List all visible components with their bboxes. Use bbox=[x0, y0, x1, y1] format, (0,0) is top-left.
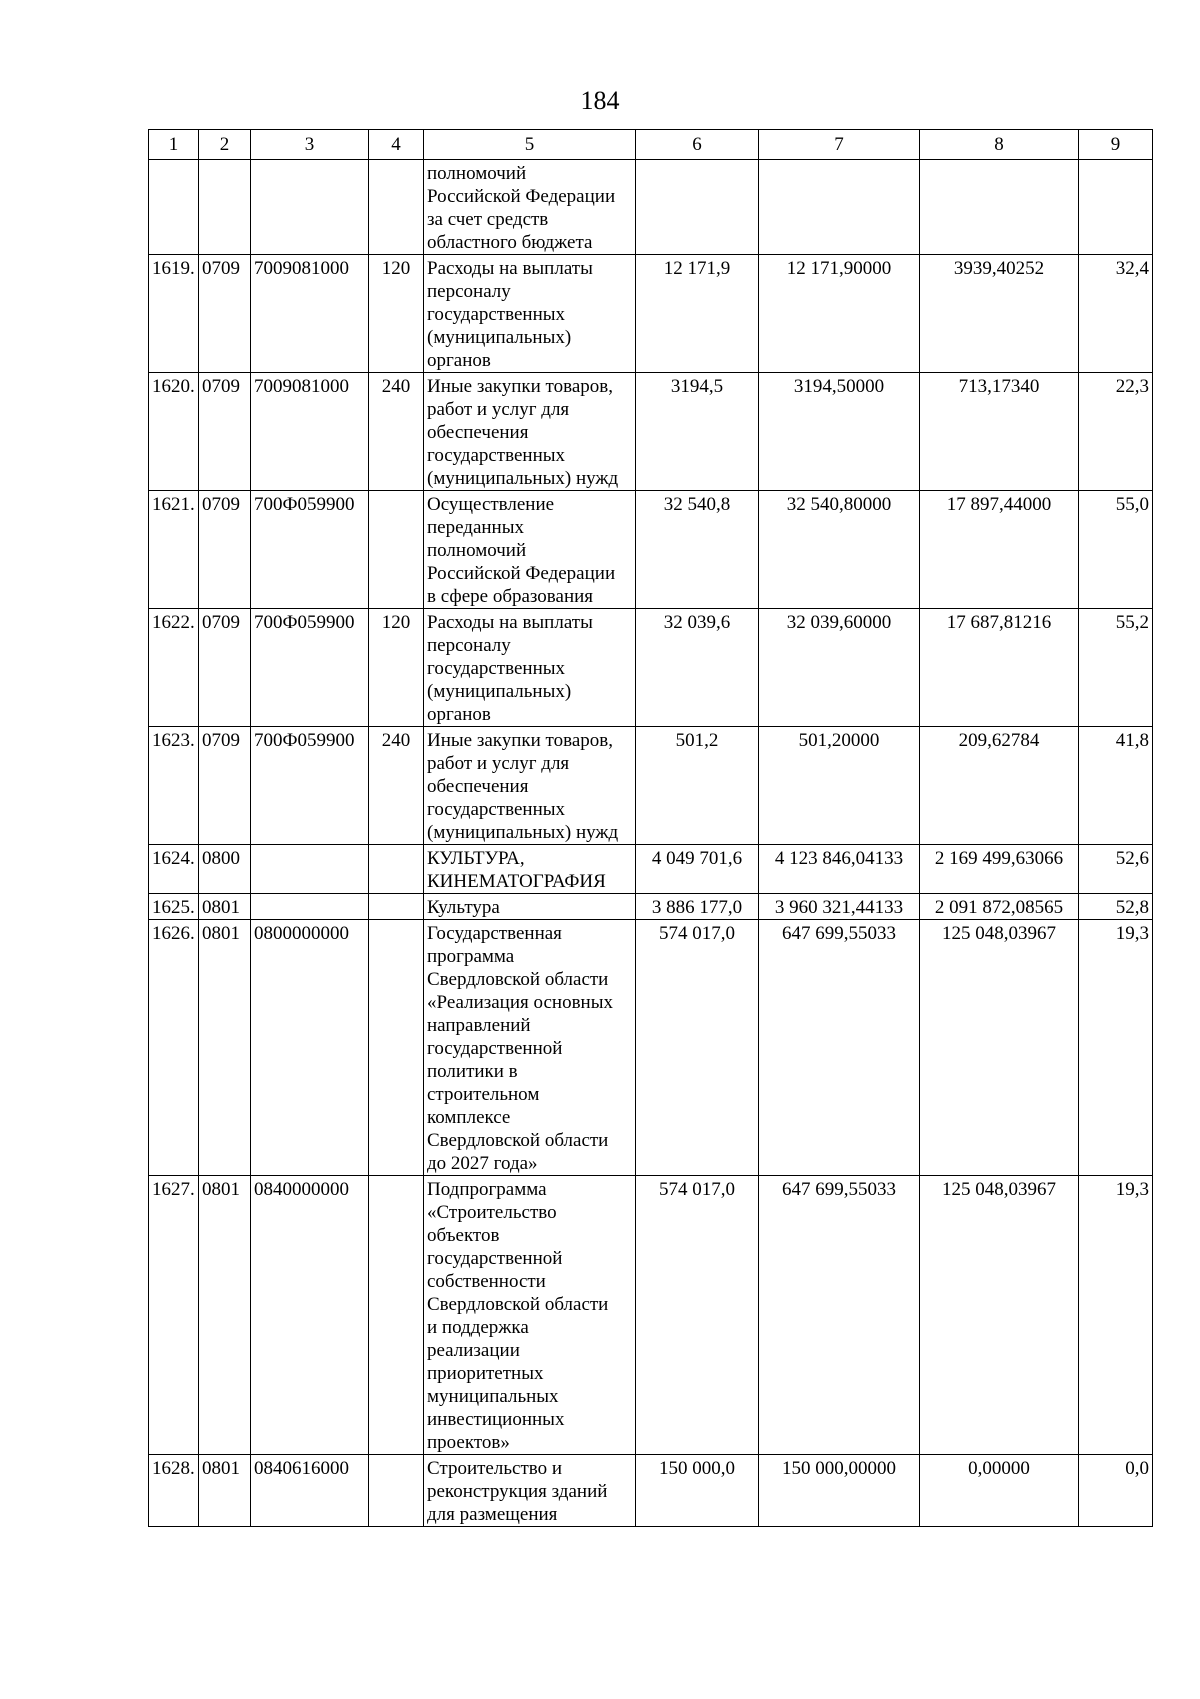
expense-type-code-text: 240 bbox=[381, 730, 411, 751]
section-code bbox=[199, 255, 251, 373]
target-article-code-text: 700Ф059900 bbox=[254, 494, 355, 515]
item-name bbox=[424, 1455, 636, 1527]
section-code bbox=[199, 1455, 251, 1527]
budget-allocation bbox=[759, 845, 920, 894]
item-name bbox=[424, 845, 636, 894]
expense-type-code bbox=[369, 373, 424, 491]
executed-amount-text: 2 169 499,63066 bbox=[934, 848, 1064, 869]
expense-type-code-text: 120 bbox=[381, 258, 411, 279]
executed-amount-text: 2 091 872,08565 bbox=[934, 897, 1064, 918]
executed-amount-text: 125 048,03967 bbox=[942, 1179, 1056, 1200]
target-article-code bbox=[251, 491, 369, 609]
executed-amount bbox=[920, 727, 1079, 845]
execution-percent-text: 41,8 bbox=[1115, 730, 1149, 751]
item-name bbox=[424, 609, 636, 727]
budget-allocation bbox=[759, 609, 920, 727]
execution-percent-text: 55,0 bbox=[1115, 494, 1149, 515]
target-article-code bbox=[251, 160, 369, 255]
executed-amount bbox=[920, 920, 1079, 1176]
column-header: 4 bbox=[369, 130, 424, 160]
budget-allocation-text: 3194,50000 bbox=[793, 376, 885, 397]
item-name-text: Расходы на выплаты персоналу государственных (муниципальных) органов bbox=[427, 258, 593, 371]
item-name-text: КУЛЬТУРА, КИНЕМАТОГРАФИЯ bbox=[427, 848, 606, 892]
table-body bbox=[149, 160, 1153, 1527]
item-name bbox=[424, 373, 636, 491]
execution-percent bbox=[1079, 255, 1153, 373]
approved-amount bbox=[636, 160, 759, 255]
approved-amount-text: 32 540,8 bbox=[663, 494, 731, 515]
section-code bbox=[199, 920, 251, 1176]
row-number-text: 1624. bbox=[152, 848, 195, 869]
execution-percent-text: 19,3 bbox=[1115, 1179, 1149, 1200]
execution-percent bbox=[1079, 894, 1153, 920]
budget-allocation-text: 150 000,00000 bbox=[782, 1458, 896, 1479]
expense-type-code bbox=[369, 845, 424, 894]
executed-amount-text: 17 897,44000 bbox=[946, 494, 1052, 515]
execution-percent bbox=[1079, 920, 1153, 1176]
row-number bbox=[149, 1176, 199, 1455]
row-number-text: 1626. bbox=[152, 923, 195, 944]
execution-percent-text: 19,3 bbox=[1115, 923, 1149, 944]
execution-percent bbox=[1079, 727, 1153, 845]
budget-allocation-text: 647 699,55033 bbox=[782, 923, 896, 944]
budget-allocation-text: 32 540,80000 bbox=[786, 494, 892, 515]
approved-amount bbox=[636, 373, 759, 491]
budget-allocation-text: 3 960 321,44133 bbox=[774, 897, 904, 918]
approved-amount-text: 32 039,6 bbox=[663, 612, 731, 633]
executed-amount-text: 125 048,03967 bbox=[942, 923, 1056, 944]
row-number-text: 1623. bbox=[152, 730, 195, 751]
section-code-text: 0709 bbox=[202, 612, 240, 633]
section-code-text: 0801 bbox=[202, 1458, 240, 1479]
budget-allocation bbox=[759, 1455, 920, 1527]
execution-percent bbox=[1079, 491, 1153, 609]
execution-percent bbox=[1079, 1455, 1153, 1527]
section-code bbox=[199, 491, 251, 609]
approved-amount bbox=[636, 894, 759, 920]
column-header: 9 bbox=[1079, 130, 1153, 160]
approved-amount-text: 12 171,9 bbox=[663, 258, 731, 279]
target-article-code-text: 0800000000 bbox=[254, 923, 349, 944]
target-article-code bbox=[251, 609, 369, 727]
budget-allocation-text: 32 039,60000 bbox=[786, 612, 892, 633]
expense-type-code bbox=[369, 609, 424, 727]
table-row bbox=[149, 373, 1153, 491]
table-row bbox=[149, 255, 1153, 373]
column-header: 6 bbox=[636, 130, 759, 160]
executed-amount-text: 17 687,81216 bbox=[946, 612, 1052, 633]
section-code-text: 0801 bbox=[202, 897, 240, 918]
column-header: 3 bbox=[251, 130, 369, 160]
execution-percent bbox=[1079, 160, 1153, 255]
approved-amount bbox=[636, 609, 759, 727]
section-code bbox=[199, 894, 251, 920]
budget-allocation-text: 647 699,55033 bbox=[782, 1179, 896, 1200]
column-header: 1 bbox=[149, 130, 199, 160]
expense-type-code bbox=[369, 920, 424, 1176]
execution-percent-text: 32,4 bbox=[1115, 258, 1149, 279]
column-header: 5 bbox=[424, 130, 636, 160]
item-name bbox=[424, 491, 636, 609]
section-code bbox=[199, 373, 251, 491]
row-number-text: 1620. bbox=[152, 376, 195, 397]
executed-amount bbox=[920, 1455, 1079, 1527]
column-header: 7 bbox=[759, 130, 920, 160]
target-article-code bbox=[251, 920, 369, 1176]
execution-percent bbox=[1079, 1176, 1153, 1455]
executed-amount bbox=[920, 845, 1079, 894]
table-row bbox=[149, 920, 1153, 1176]
executed-amount bbox=[920, 160, 1079, 255]
section-code bbox=[199, 160, 251, 255]
item-name-text: Подпрограмма «Строительство объектов государственной собственности Свердловской области и поддержка реализации приоритетных муниципальных инвестиционных проектов» bbox=[427, 1179, 609, 1453]
budget-allocation bbox=[759, 160, 920, 255]
section-code bbox=[199, 845, 251, 894]
row-number bbox=[149, 727, 199, 845]
expense-type-code bbox=[369, 255, 424, 373]
executed-amount bbox=[920, 373, 1079, 491]
row-number-text: 1622. bbox=[152, 612, 195, 633]
expense-type-code bbox=[369, 1176, 424, 1455]
budget-allocation bbox=[759, 727, 920, 845]
item-name bbox=[424, 920, 636, 1176]
item-name bbox=[424, 160, 636, 255]
executed-amount-text: 0,00000 bbox=[968, 1458, 1030, 1479]
item-name-text: Культура bbox=[427, 897, 500, 918]
item-name-text: Строительство и реконструкция зданий для размещения bbox=[427, 1458, 608, 1525]
expense-type-code-text: 120 bbox=[381, 612, 411, 633]
item-name-text: Расходы на выплаты персоналу государственных (муниципальных) органов bbox=[427, 612, 593, 725]
item-name-text: Иные закупки товаров, работ и услуг для обеспечения государственных (муниципальных) нужд bbox=[427, 376, 619, 489]
executed-amount bbox=[920, 609, 1079, 727]
approved-amount-text: 501,2 bbox=[675, 730, 719, 751]
target-article-code-text: 0840616000 bbox=[254, 1458, 349, 1479]
approved-amount bbox=[636, 491, 759, 609]
budget-allocation bbox=[759, 894, 920, 920]
target-article-code-text: 7009081000 bbox=[254, 376, 349, 397]
row-number-text: 1627. bbox=[152, 1179, 195, 1200]
executed-amount-text: 713,17340 bbox=[958, 376, 1040, 397]
expense-type-code-text: 240 bbox=[381, 376, 411, 397]
item-name-text: Осуществление переданных полномочий Российской Федерации в сфере образования bbox=[427, 494, 616, 607]
header-row bbox=[149, 130, 1153, 160]
section-code-text: 0709 bbox=[202, 494, 240, 515]
row-number bbox=[149, 845, 199, 894]
table-row bbox=[149, 1176, 1153, 1455]
budget-allocation bbox=[759, 1176, 920, 1455]
section-code-text: 0801 bbox=[202, 1179, 240, 1200]
table-row bbox=[149, 609, 1153, 727]
expense-type-code bbox=[369, 727, 424, 845]
table-row bbox=[149, 845, 1153, 894]
approved-amount bbox=[636, 255, 759, 373]
expense-type-code bbox=[369, 491, 424, 609]
executed-amount bbox=[920, 491, 1079, 609]
row-number bbox=[149, 609, 199, 727]
item-name-text: Государственная программа Свердловской области «Реализация основных направлений государственной политики в строительном комплексе Свердловской области до 2027 года» bbox=[427, 923, 613, 1174]
execution-percent-text: 22,3 bbox=[1115, 376, 1149, 397]
row-number bbox=[149, 160, 199, 255]
target-article-code-text: 7009081000 bbox=[254, 258, 349, 279]
table-row bbox=[149, 160, 1153, 255]
approved-amount bbox=[636, 920, 759, 1176]
target-article-code bbox=[251, 1455, 369, 1527]
page-number: 184 bbox=[580, 86, 620, 115]
row-number bbox=[149, 1455, 199, 1527]
section-code-text: 0709 bbox=[202, 730, 240, 751]
budget-allocation bbox=[759, 491, 920, 609]
row-number-text: 1621. bbox=[152, 494, 195, 515]
approved-amount-text: 3194,5 bbox=[670, 376, 724, 397]
approved-amount-text: 3 886 177,0 bbox=[651, 897, 743, 918]
approved-amount-text: 4 049 701,6 bbox=[651, 848, 743, 869]
item-name bbox=[424, 894, 636, 920]
execution-percent bbox=[1079, 609, 1153, 727]
execution-percent bbox=[1079, 845, 1153, 894]
section-code-text: 0801 bbox=[202, 923, 240, 944]
expense-type-code bbox=[369, 894, 424, 920]
table-row bbox=[149, 894, 1153, 920]
executed-amount bbox=[920, 255, 1079, 373]
expense-type-code bbox=[369, 1455, 424, 1527]
section-code bbox=[199, 727, 251, 845]
column-header: 8 bbox=[920, 130, 1079, 160]
target-article-code bbox=[251, 255, 369, 373]
item-name-text: полномочий Российской Федерации за счет средств областного бюджета bbox=[427, 163, 616, 253]
section-code-text: 0709 bbox=[202, 258, 240, 279]
table-row bbox=[149, 727, 1153, 845]
approved-amount bbox=[636, 1455, 759, 1527]
target-article-code-text: 700Ф059900 bbox=[254, 612, 355, 633]
expense-type-code bbox=[369, 160, 424, 255]
execution-percent-text: 55,2 bbox=[1115, 612, 1149, 633]
item-name bbox=[424, 255, 636, 373]
row-number-text: 1628. bbox=[152, 1458, 195, 1479]
item-name bbox=[424, 1176, 636, 1455]
execution-percent-text: 52,8 bbox=[1115, 897, 1149, 918]
row-number bbox=[149, 920, 199, 1176]
budget-allocation bbox=[759, 920, 920, 1176]
row-number bbox=[149, 894, 199, 920]
executed-amount-text: 3939,40252 bbox=[953, 258, 1045, 279]
column-header: 2 bbox=[199, 130, 251, 160]
row-number-text: 1619. bbox=[152, 258, 195, 279]
target-article-code-text: 700Ф059900 bbox=[254, 730, 355, 751]
budget-allocation bbox=[759, 373, 920, 491]
approved-amount-text: 150 000,0 bbox=[659, 1458, 735, 1479]
executed-amount bbox=[920, 1176, 1079, 1455]
approved-amount-text: 574 017,0 bbox=[659, 923, 735, 944]
row-number bbox=[149, 373, 199, 491]
budget-allocation-text: 4 123 846,04133 bbox=[774, 848, 904, 869]
execution-percent bbox=[1079, 373, 1153, 491]
executed-amount-text: 209,62784 bbox=[958, 730, 1040, 751]
table-row bbox=[149, 1455, 1153, 1527]
section-code bbox=[199, 609, 251, 727]
budget-table bbox=[148, 129, 1153, 1527]
approved-amount-text: 574 017,0 bbox=[659, 1179, 735, 1200]
budget-allocation bbox=[759, 255, 920, 373]
target-article-code bbox=[251, 1176, 369, 1455]
target-article-code bbox=[251, 373, 369, 491]
budget-allocation-text: 12 171,90000 bbox=[786, 258, 892, 279]
section-code-text: 0709 bbox=[202, 376, 240, 397]
budget-allocation-text: 501,20000 bbox=[798, 730, 880, 751]
item-name bbox=[424, 727, 636, 845]
execution-percent-text: 52,6 bbox=[1115, 848, 1149, 869]
section-code bbox=[199, 1176, 251, 1455]
table-row bbox=[149, 491, 1153, 609]
executed-amount bbox=[920, 894, 1079, 920]
section-code-text: 0800 bbox=[202, 848, 240, 869]
row-number bbox=[149, 255, 199, 373]
approved-amount bbox=[636, 1176, 759, 1455]
row-number-text: 1625. bbox=[152, 897, 195, 918]
target-article-code-text: 0840000000 bbox=[254, 1179, 349, 1200]
item-name-text: Иные закупки товаров, работ и услуг для обеспечения государственных (муниципальных) нужд bbox=[427, 730, 619, 843]
approved-amount bbox=[636, 727, 759, 845]
target-article-code bbox=[251, 727, 369, 845]
execution-percent-text: 0,0 bbox=[1125, 1458, 1149, 1479]
row-number bbox=[149, 491, 199, 609]
approved-amount bbox=[636, 845, 759, 894]
target-article-code bbox=[251, 845, 369, 894]
target-article-code bbox=[251, 894, 369, 920]
